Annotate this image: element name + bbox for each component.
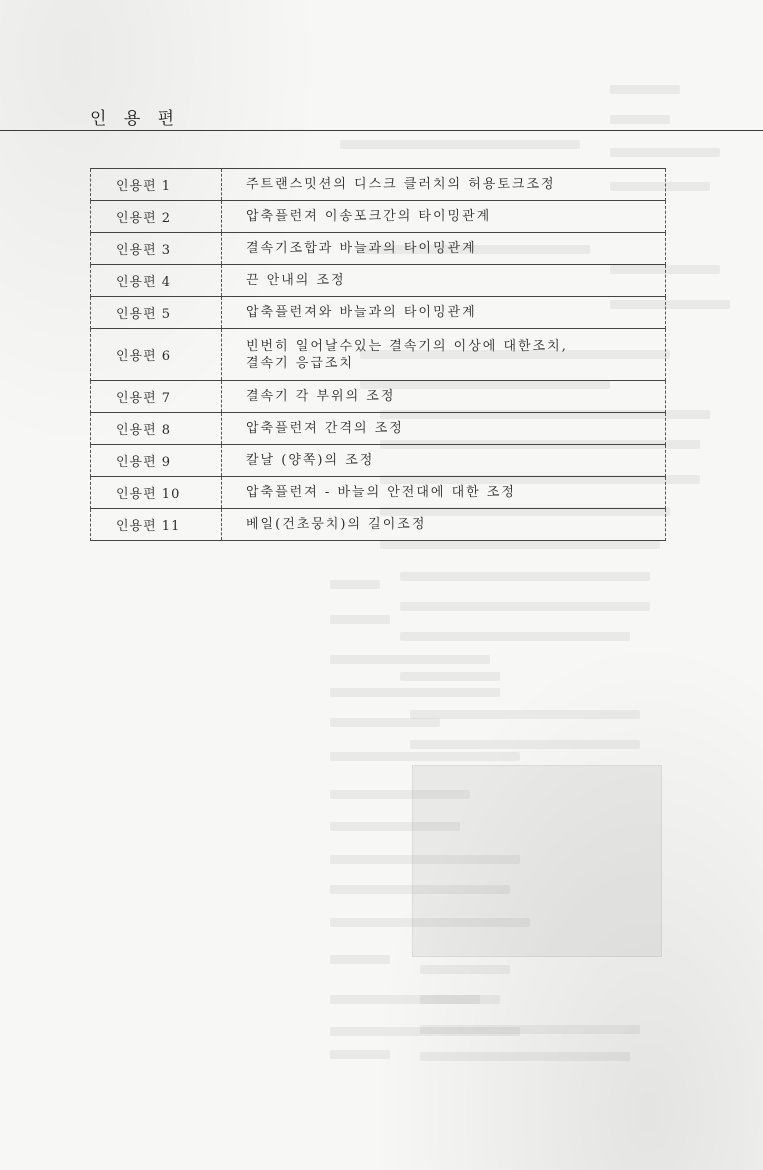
toc-row-title: 압축플런져 간격의 조정 — [246, 421, 404, 436]
toc-row — [90, 297, 666, 329]
toc-row-title: 결속기 각 부위의 조정 — [246, 389, 396, 404]
toc-row-title: 베일(건초뭉치)의 길이조정 — [246, 517, 427, 532]
toc-row-label: 인용편 5 — [91, 297, 222, 328]
page-section-title: 인 용 편 — [90, 109, 181, 129]
toc-row — [90, 169, 666, 201]
toc-row-title: 압축플런져 이송포크간의 타이밍관계 — [246, 209, 492, 224]
header-divider — [0, 130, 763, 131]
toc-row — [90, 381, 666, 413]
toc-row-title: 빈번히 일어날수있는 결속기의 이상에 대한조치, 결속기 응급조치 — [246, 338, 568, 371]
toc-row-title: 끈 안내의 조정 — [246, 273, 346, 288]
toc-row-title: 압축플런져와 바늘과의 타이밍관계 — [246, 305, 477, 320]
toc-row-label: 인용편 11 — [91, 509, 222, 540]
toc-row-label: 인용편 6 — [91, 329, 222, 380]
toc-row — [90, 509, 666, 541]
toc-row-title: 압축플런져 - 바늘의 안전대에 대한 조정 — [246, 485, 516, 500]
toc-row — [90, 445, 666, 477]
toc-row — [90, 233, 666, 265]
toc-row-label: 인용편 1 — [91, 169, 222, 200]
toc-row-label: 인용편 10 — [91, 477, 222, 508]
toc-row — [90, 477, 666, 509]
toc-row-label: 인용편 9 — [91, 445, 222, 476]
toc-row-title: 칼날 (양쪽)의 조정 — [246, 453, 375, 468]
toc-row-label: 인용편 8 — [91, 413, 222, 444]
contents-table — [90, 168, 666, 541]
toc-row-label: 인용편 3 — [91, 233, 222, 264]
toc-row-label: 인용편 7 — [91, 381, 222, 412]
toc-row-title: 주트랜스밋션의 디스크 클러치의 허용토크조정 — [246, 177, 556, 192]
toc-row — [90, 201, 666, 233]
toc-row — [90, 329, 666, 381]
toc-row-label: 인용편 4 — [91, 265, 222, 296]
toc-row — [90, 413, 666, 445]
toc-row — [90, 265, 666, 297]
toc-row-title: 결속기조합과 바늘과의 타이밍관계 — [246, 241, 477, 256]
toc-row-label: 인용편 2 — [91, 201, 222, 232]
